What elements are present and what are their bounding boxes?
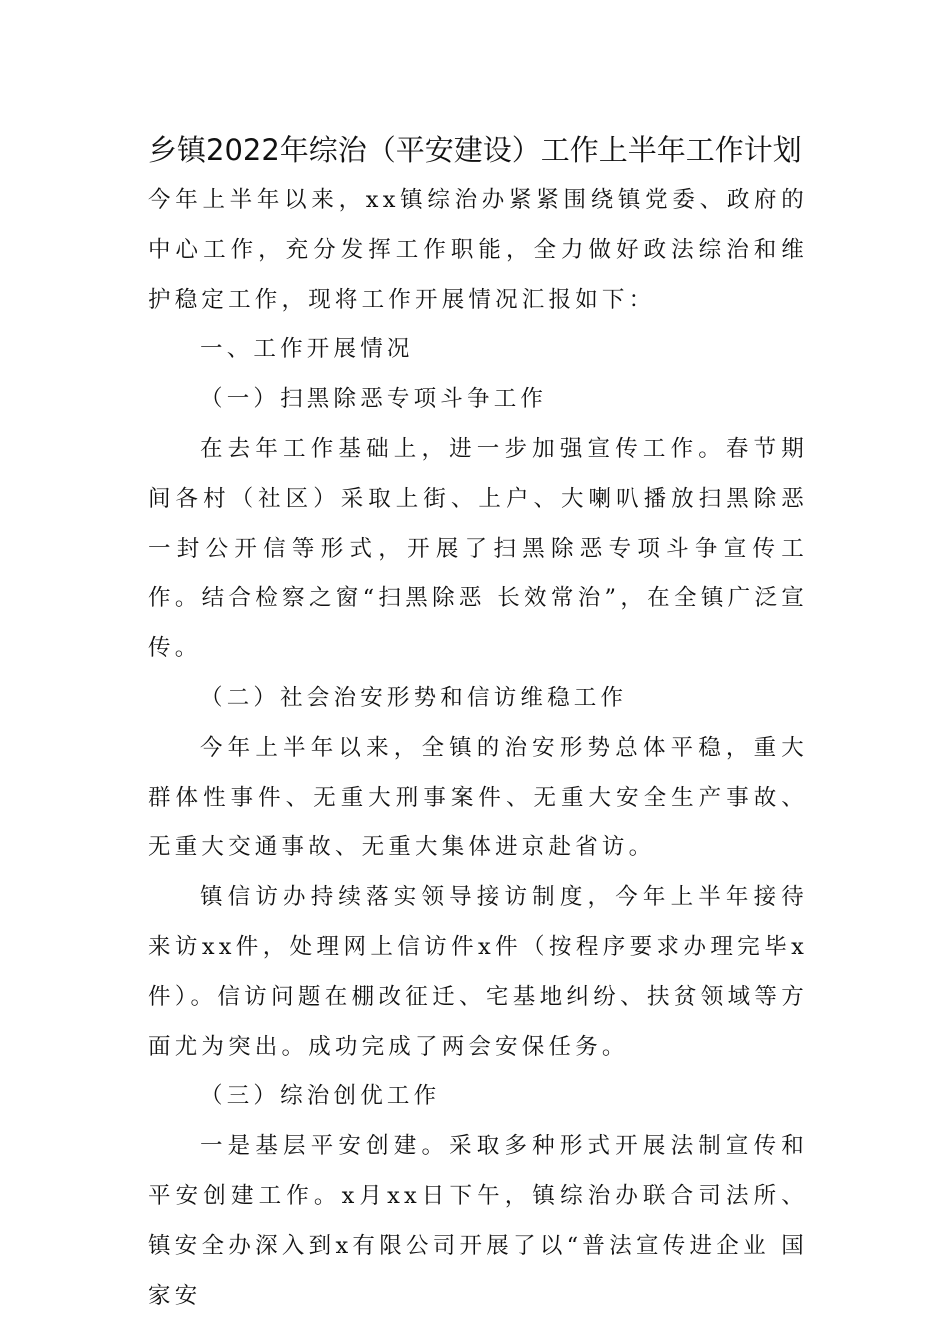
body-paragraph-1: 在去年工作基础上，进一步加强宣传工作。春节期间各村（社区）采取上街、上户、大喇叭播放扫黑除恶一封公开信等形式，开展了扫黑除恶专项斗争宣传工作。结合检察之窗“扫黑除恶 长效常治”，在全镇广泛宣传。 [148, 435, 808, 662]
body-paragraph-2: 今年上半年以来，全镇的治安形势总体平稳，重大群体性事件、无重大刑事案件、无重大安全生产事故、无重大交通事故、无重大集体进京赴省访。 [148, 734, 808, 861]
section-heading-1: 一、工作开展情况 [200, 336, 414, 363]
subsection-heading-3: （三）综治创优工作 [200, 1083, 441, 1110]
body-paragraph-3: 镇信访办持续落实领导接访制度，今年上半年接待来访xx件，处理网上信访件x件（按程序要求办理完毕x件）。信访问题在棚改征迁、宅基地纠纷、扶贫领域等方面尤为突出。成功完成了两会安保任务。 [148, 884, 808, 1060]
intro-paragraph: 今年上半年以来，xx镇综治办紧紧围绕镇党委、政府的中心工作，充分发挥工作职能，全力做好政法综治和维护稳定工作，现将工作开展情况汇报如下： [148, 187, 808, 313]
document-body [148, 176, 808, 1321]
subsection-heading-1: （一）扫黑除恶专项斗争工作 [200, 386, 548, 413]
subsection-heading-2: （二）社会治安形势和信访维稳工作 [200, 684, 628, 711]
body-paragraph-4: 一是基层平安创建。采取多种形式开展法制宣传和平安创建工作。x月xx日下午，镇综治办联合司法所、镇安全办深入到x有限公司开展了以“普法宣传进企业 国家安 [148, 1133, 808, 1309]
document-title: 乡镇2022年综治（平安建设）工作上半年工作计划 [148, 133, 802, 167]
